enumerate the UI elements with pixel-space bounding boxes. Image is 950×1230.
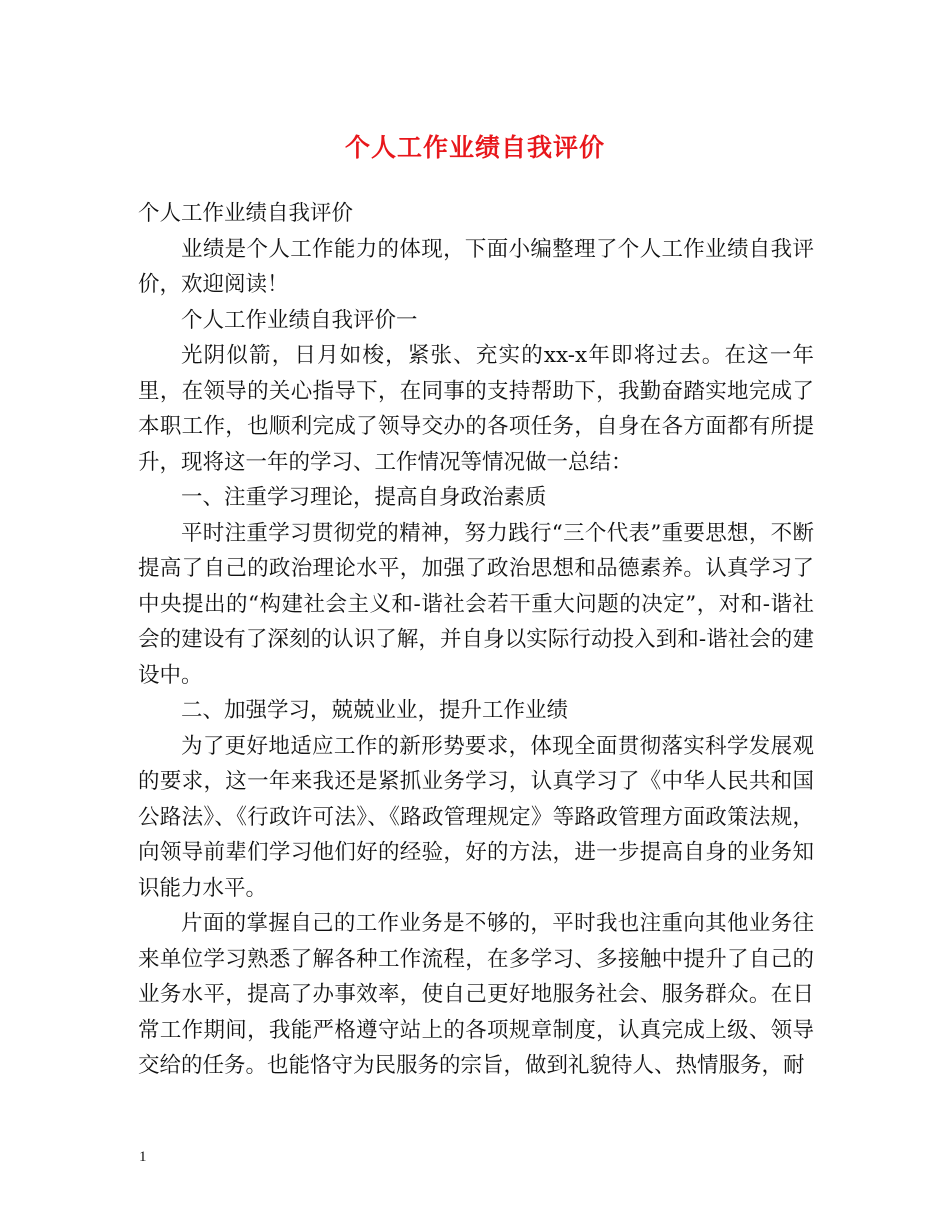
body-paragraph: 平时注重学习贯彻党的精神，努力践行“三个代表”重要思想，不断提高了自己的政治理论水平，加强了政治思想和品德素养。认真学习了中央提出的“构建社会主义和-谐社会若干重大问题的决定”，对和-谐社会的建设有了深刻的认识了解，并自身以实际行动投入到和-谐社会的建设中。 xyxy=(138,520,814,688)
document-subtitle: 个人工作业绩自我评价 xyxy=(138,201,354,226)
body-paragraph: 个人工作业绩自我评价一 xyxy=(181,307,418,333)
body-paragraph: 片面的掌握自己的工作业务是不够的，平时我也注重向其他业务往来单位学习熟悉了解各种工作流程，在多学习、多接触中提升了自己的业务水平，提高了办事效率，使自己更好地服务社会、服务群众。在日常工作期间，我能严格遵守站上的各项规章制度，认真完成上级、领导交给的任务。也能恪守为民服务的宗旨，做到礼貌待人、热情服务，耐 xyxy=(138,911,814,1078)
body-paragraph: 为了更好地适应工作的新形势要求，体现全面贯彻落实科学发展观的要求，这一年来我还是紧抓业务学习，认真学习了《中华人民共和国公路法》、《行政许可法》、《路政管理规定》等路政管理方面政策法规，向领导前辈们学习他们好的经验，好的方法，进一步提高自身的业务知识能力水平。 xyxy=(138,733,814,901)
document-body xyxy=(138,196,814,1084)
document-title: 个人工作业绩自我评价 xyxy=(344,133,605,162)
body-paragraph: 二、加强学习，兢兢业业，提升工作业绩 xyxy=(181,698,569,723)
body-paragraph: 业绩是个人工作能力的体现，下面小编整理了个人工作业绩自我评价，欢迎阅读！ xyxy=(138,236,814,297)
page-number: 1 xyxy=(139,1149,147,1165)
body-paragraph: 光阴似箭，日月如梭，紧张、充实的xx-x年即将过去。在这一年里，在领导的关心指导下，在同事的支持帮助下，我勤奋踏实地完成了本职工作，也顺利完成了领导交办的各项任务，自身在各方面都有所提升，现将这一年的学习、工作情况等情况做一总结： xyxy=(138,343,814,475)
body-paragraph: 一、注重学习理论，提高自身政治素质 xyxy=(181,485,547,510)
